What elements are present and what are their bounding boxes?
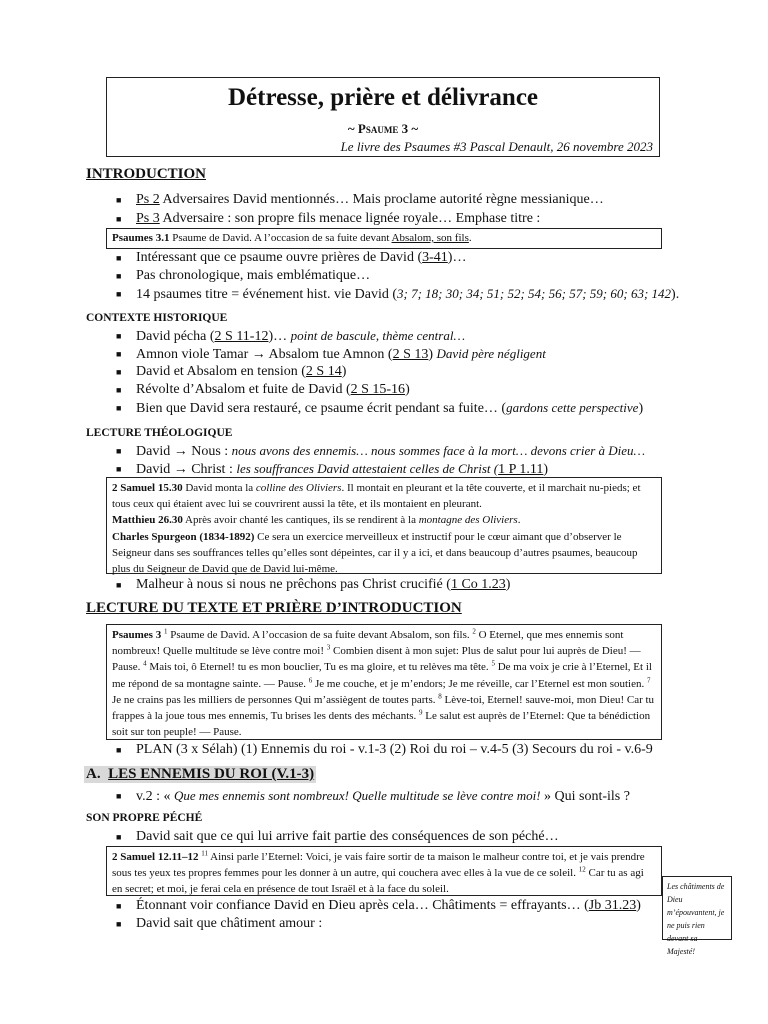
quote-text: Mais toi, ô Eternel! tu es mon bouclier, Tu es ma gloire, et tu relèves ma tête. — [146, 661, 492, 674]
contexte-heading: CONTEXTE HISTORIQUE — [86, 312, 228, 324]
quote-reference: Matthieu 26.30 — [112, 514, 183, 527]
verse-number: 4 — [143, 659, 147, 668]
item-text: ) — [505, 577, 511, 592]
item-text: v.2 : « — [136, 789, 174, 804]
lecture-theologique-heading: LECTURE THÉOLOGIQUE — [86, 427, 233, 439]
quote-paragraph — [112, 480, 656, 512]
page-subtitle — [107, 121, 659, 137]
quote-text: Je me couche, et je m’endors; Je me réveille, car l’Eternel est mon soutien. — [312, 677, 647, 690]
bullet-icon: ■ — [116, 349, 122, 359]
verse-number: 11 — [201, 849, 208, 858]
quote-text: David monta la — [182, 482, 256, 494]
bullet-icon: ■ — [116, 331, 122, 341]
item-text: Bien que David sera restauré, ce psaume écrit pendant sa fuite… ( — [136, 401, 507, 416]
page-title: Détresse, prière et délivrance — [227, 84, 539, 111]
item-italic: point de bascule, thème central… — [290, 328, 466, 343]
quote-text: . — [517, 514, 521, 527]
quote-reference: Psaumes 3 — [112, 629, 162, 641]
quote-box — [106, 624, 662, 740]
quote-text: O Eternel, que mes ennemis sont nombreux! Quelle multitude se lève contre moi! — [112, 629, 624, 658]
scripture-link[interactable]: 1 Co 1.23 — [450, 577, 506, 592]
bullet-icon: ■ — [116, 919, 122, 929]
item-text: Étonnant voir confiance David en Dieu après cela… Châtiments = effrayants… ( — [136, 898, 589, 913]
bullet-icon: ■ — [116, 901, 122, 911]
item-text: » Qui sont-ils ? — [540, 789, 630, 804]
quote-text: Ainsi parle l’Eternel: Voici, je vais faire sortir de ta maison le malheur contre toi, et je vais prendre sous tes yeux tes propres femmes pour les donner à un autre, qui couchera avec elles à la vue de ce soleil. — [112, 851, 645, 880]
quote-italic: montagne des Oliviers — [418, 514, 518, 527]
item-text: ) — [638, 401, 644, 416]
item-italic: les souffrances David attestaient celles de Christ ( — [236, 461, 499, 476]
scripture-link[interactable]: 2 S 14 — [305, 364, 342, 379]
bullet-icon: ■ — [116, 446, 122, 456]
bullet-icon: ■ — [116, 832, 122, 842]
lecture-texte-heading: LECTURE DU TEXTE ET PRIÈRE D’INTRODUCTION — [86, 600, 462, 616]
verse-number: 12 — [578, 865, 586, 874]
plan-text: PLAN (3 x Sélah) (1) Ennemis du roi - v.1-3 (2) Roi du roi – v.4-5 (3) Secours du roi - v.6-9 — [136, 742, 653, 757]
item-italic: Que mes ennemis sont nombreux! Quelle multitude se lève contre moi! — [173, 788, 541, 803]
bullet-icon: ■ — [116, 271, 122, 281]
verse-number: 9 — [419, 708, 423, 717]
item-text: Pas chronologique, mais emblématique… — [136, 268, 371, 283]
quote-paragraph — [112, 529, 656, 578]
side-note: Les châtiments de Dieu m’épouvantent, je ne puis rien devant sa Majesté! — [662, 876, 732, 940]
son-propre-peche-heading: SON PROPRE PÉCHÉ — [86, 812, 203, 824]
item-italic: gardons cette perspective — [506, 400, 639, 415]
quote-reference: 2 Samuel 12.11–12 — [112, 851, 199, 863]
bullet-icon: ■ — [116, 791, 122, 801]
item-text: David sait que ce qui lui arrive fait partie des conséquences de son péché… — [136, 829, 559, 844]
item-text: ) — [636, 898, 641, 913]
quote-text: Le salut est auprès de l’Eternel: Que ta bénédiction soit sur ton peuple! — Pause. — [112, 710, 651, 739]
item-text: ) — [428, 347, 437, 362]
quote-reference: Psaumes 3.1 — [112, 232, 170, 244]
verse-number: 2 — [472, 627, 476, 636]
scripture-link[interactable]: 2 S 13 — [392, 347, 429, 362]
introduction-heading: INTRODUCTION — [86, 166, 207, 182]
scripture-link[interactable]: Jb 31.23 — [588, 898, 637, 913]
byline: Le livre des Psaumes #3 Pascal Denault, 26 novembre 2023 — [340, 139, 653, 154]
quote-text: Psaume de David. A l’occasion de sa fuite devant — [169, 232, 392, 244]
item-text: Révolte d’Absalom et fuite de David ( — [136, 382, 351, 397]
item-text: David et Absalom en tension ( — [136, 364, 306, 379]
item-text: David sait que châtiment amour : — [136, 916, 323, 931]
quote-box — [106, 228, 662, 249]
quote-text: . — [468, 232, 472, 244]
item-text: ). — [671, 287, 680, 302]
item-text: Malheur à nous si nous ne prêchons pas Christ crucifié ( — [136, 577, 451, 592]
item-text: David → Christ : — [136, 462, 237, 477]
item-text: Adversaires David mentionnés… Mais proclame autorité règne messianique… — [159, 192, 604, 207]
verse-number: 3 — [326, 643, 331, 652]
item-text: 14 psaumes titre = événement hist. vie David ( — [136, 287, 397, 302]
quote-text: Je ne crains pas les milliers de personnes Qui m’assiègent de toutes parts. — [112, 693, 439, 706]
quote-text: Lève-toi, Eternel! sauve-moi, mon Dieu! Car tu frappes à la joue tous mes ennemis, Tu brises les dents des méchants. — [112, 693, 655, 723]
bullet-icon: ■ — [116, 195, 122, 205]
item-text: Amnon viole Tamar → Absalom tue Amnon ( — [136, 347, 393, 362]
item-text: Adversaire : son propre fils menace lignée royale… Emphase titre : — [159, 211, 541, 226]
item-text: Intéressant que ce psaume ouvre prières de David ( — [136, 250, 423, 265]
quote-italic: colline des Oliviers — [255, 482, 342, 494]
bullet-icon: ■ — [116, 367, 122, 377]
scripture-link[interactable]: 2 S 11-12 — [214, 329, 269, 344]
item-text: David → Nous : — [136, 444, 232, 459]
verse-number: 1 — [163, 627, 168, 636]
bullet-icon: ■ — [116, 253, 122, 263]
quote-text: Car tu as agi en secret; et moi, je ferai cela en présence de tout Israël et à la face du soleil. — [112, 867, 644, 896]
quote-text: Combien disent à mon sujet: Plus de salut pour lui auprès de Dieu! — Pause. — [112, 645, 641, 674]
scripture-link[interactable]: 1 P 1.11 — [498, 462, 544, 477]
scripture-link[interactable]: Ps 3 — [136, 211, 160, 226]
item-text: )… — [447, 250, 467, 265]
title-box — [106, 77, 660, 157]
scripture-link[interactable]: Ps 2 — [136, 192, 160, 207]
quote-text: De ma voix je crie à l’Eternel, Et il me répond de sa montagne sainte. — Pause. — [112, 661, 652, 690]
section-title: LES ENNEMIS DU ROI (V.1-3) — [108, 766, 315, 782]
item-text: David pécha ( — [136, 329, 215, 344]
section-a-heading — [84, 766, 316, 783]
quote-reference: Charles Spurgeon (1834-1892) — [112, 530, 255, 543]
bullet-icon: ■ — [116, 385, 122, 395]
quote-text: . Il montait en pleurant et la tête couverte, et il marchait nu-pieds; et tous ceux qui étaient avec lui se couvrirent aussi la tête, et ils montaient en pleurant. — [112, 482, 641, 511]
bullet-icon: ■ — [116, 214, 122, 224]
bullet-icon: ■ — [116, 464, 122, 474]
quote-underlined: Absalom, son fils — [391, 232, 469, 244]
quote-box — [106, 477, 662, 574]
scripture-link[interactable]: 3-41 — [422, 250, 448, 265]
quote-text: Après avoir chanté les cantiques, ils se rendirent à la — [182, 514, 419, 527]
quote-text: Psaume de David. A l’occasion de sa fuite devant Absalom, son fils. — [167, 629, 473, 641]
item-text: ) — [405, 382, 410, 397]
bullet-icon: ■ — [116, 403, 122, 413]
quote-reference: 2 Samuel 15.30 — [112, 482, 183, 494]
verse-number: 8 — [438, 692, 442, 701]
item-italic: nous avons des ennemis… nous sommes face à la mort… devons crier à Dieu… — [231, 443, 646, 458]
item-text: ) — [543, 462, 549, 477]
item-italic: David père négligent — [436, 346, 546, 361]
quote-box — [106, 846, 662, 896]
verse-number: 6 — [308, 675, 313, 684]
item-text: )… — [268, 329, 291, 344]
bullet-icon: ■ — [116, 580, 122, 590]
bullet-icon: ■ — [116, 745, 122, 755]
quote-paragraph — [112, 512, 656, 528]
verse-number: 7 — [647, 675, 651, 684]
verse-number: 5 — [491, 659, 495, 668]
bullet-icon: ■ — [116, 289, 122, 299]
section-letter: A. — [86, 766, 101, 782]
item-text: ) — [341, 364, 347, 379]
scripture-link[interactable]: 2 S 15-16 — [350, 382, 406, 397]
subtitle-text: ~ Psaume 3 ~ — [347, 121, 419, 136]
scripture-refs: 3; 7; 18; 30; 34; 51; 52; 54; 56; 57; 59; 60; 63; 142 — [397, 286, 672, 301]
quote-text: Ce sera un exercice merveilleux et instructif pour le cœur aimant que d’observer le Seigneur dans ses souffrances telles qu’elles sont dépeintes, car il y a ici, et dans beaucoup d’autres psaumes, beaucoup plus du Seigneur de David que de David lui-même. — [112, 530, 638, 576]
